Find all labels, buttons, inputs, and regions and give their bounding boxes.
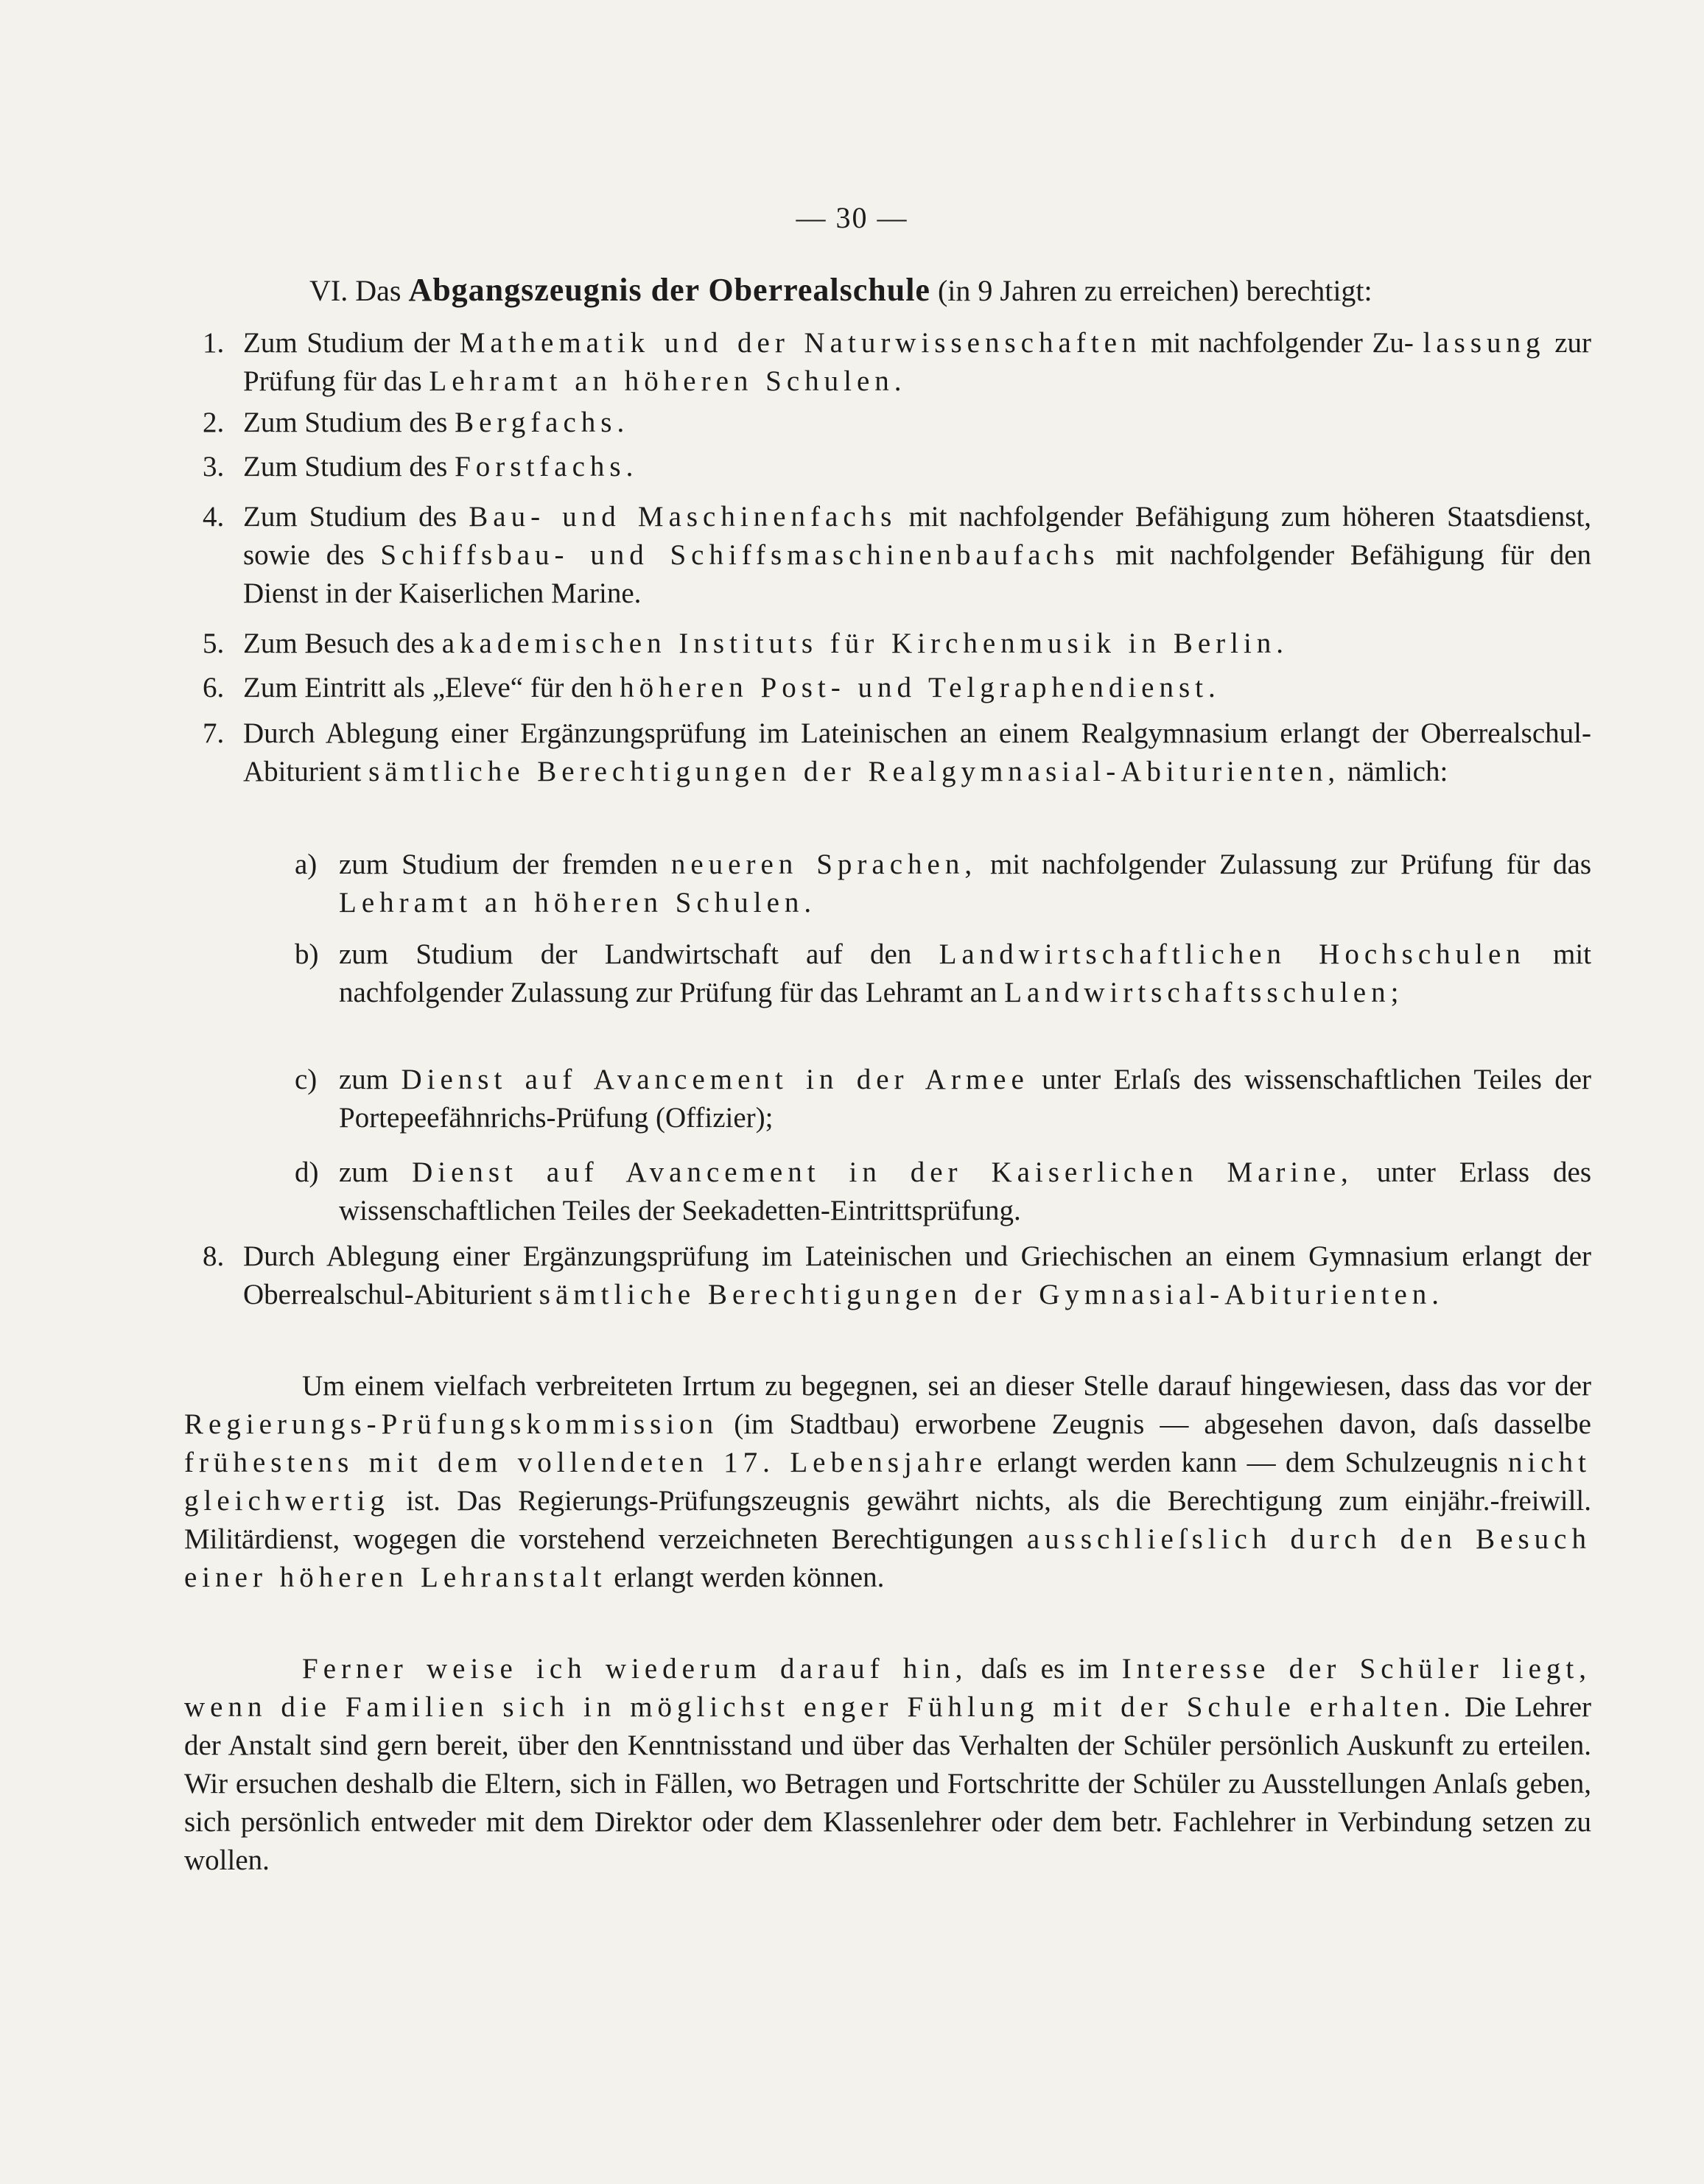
item-spaced-text: Landwirtschaftlichen Hochschulen — [939, 938, 1526, 970]
item-number: 4. — [203, 501, 225, 533]
list-item-3 — [184, 448, 1591, 486]
item-spaced-text: neueren Sprachen, — [670, 849, 978, 880]
list-item-2 — [184, 404, 1591, 442]
item-spaced-text: sämtliche Berechtigungen der Realgymnasial-Abiturienten, — [368, 756, 1341, 787]
item-text: mit nachfolgender Zulassung zur Prüfung für das Lehramt an — [339, 938, 1592, 1008]
item-number: 2. — [203, 407, 225, 438]
item-text: Zum Besuch des — [243, 628, 435, 659]
list-item-6 — [184, 669, 1591, 707]
item-text: mit nachfolgender Befähigung für den Dienst in der Kaiserlichen Marine. — [243, 539, 1591, 609]
item-spaced-text: Mathematik und der Naturwissenschaften — [459, 327, 1142, 359]
heading-pre: Das — [355, 274, 402, 307]
item-spaced-text: lassung — [1423, 327, 1546, 359]
item-text: unter Erlass des wissenschaftlichen Teiles der Seekadetten-Eintrittsprüfung. — [339, 1156, 1591, 1226]
item-spaced-text: Lehramt an höheren Schulen. — [339, 887, 817, 919]
sub-item-letter: a) — [295, 849, 318, 880]
item-text: Zum Eintritt als „Eleve“ für den — [243, 672, 613, 703]
sub-item-letter: b) — [295, 938, 319, 970]
heading-numeral: VI. — [309, 274, 348, 307]
sub-item-letter: d) — [295, 1156, 319, 1188]
item-text: mit nachfolgender Zu- — [1151, 327, 1414, 359]
item-spaced-text: höheren Post- und Telgraphendienst. — [620, 672, 1221, 703]
section-heading — [309, 271, 1591, 309]
para-spaced-text: nicht gleichwertig — [184, 1447, 1592, 1517]
item-text: nämlich: — [1347, 756, 1448, 787]
item-spaced-text: Schiffsbau- und Schiffsmaschinenbaufachs — [380, 539, 1100, 571]
para-spaced-text: frühestens mit dem vollendeten 17. Lebensjahre — [184, 1447, 987, 1478]
item-text: zur Prüfung für das — [243, 327, 1592, 397]
para-text: Um einem vielfach verbreiteten Irrtum zu begegnen, sei an dieser Stelle darauf hingewiesen, dass das vor der — [302, 1370, 1591, 1402]
item-number: 3. — [203, 451, 225, 482]
item-text: zum — [339, 1156, 389, 1188]
sub-item-a — [295, 846, 1591, 922]
item-number: 5. — [203, 628, 225, 659]
item-text: Durch Ablegung einer Ergänzungsprüfung im Lateinischen und Griechischen an einem Gymnasium erlangt der Oberrealschul-Abiturient — [243, 1240, 1591, 1310]
para-spaced-text: Ferner weise ich wiederum darauf hin, — [302, 1653, 968, 1685]
item-text: Durch Ablegung einer Ergänzungsprüfung im Lateinischen an einem Realgymnasium erlangt der Oberrealschul-Abiturient — [243, 717, 1591, 787]
item-text: Zum Studium des — [243, 501, 457, 533]
item-text: Zum Studium des — [243, 407, 448, 438]
para-spaced-text: ausschlieſslich durch den Besuch einer höheren Lehranstalt — [184, 1523, 1591, 1593]
para-text: ist. Das Regierungs-Prüfungszeugnis gewährt nichts, als die Berechtigung zum einjähr.-freiwill. Militärdienst, wogegen die vorstehend verzeichneten Berechtigungen — [184, 1485, 1592, 1555]
sub-item-b — [295, 935, 1591, 1012]
item-text: Zum Studium des — [243, 451, 448, 482]
list-item-8 — [184, 1237, 1591, 1314]
item-text: mit nachfolgender Befähigung zum höheren Staatsdienst, sowie des — [243, 501, 1592, 571]
item-text: unter Erlaſs des wissenschaftlichen Teiles der Portepeefähnrichs-Prüfung (Offizier); — [339, 1064, 1592, 1134]
item-spaced-text: Forstfachs. — [455, 451, 639, 482]
item-spaced-text: Dienst auf Avancement in der Kaiserlichen Marine, — [412, 1156, 1353, 1188]
list-item-7 — [184, 714, 1591, 791]
item-number: 6. — [203, 672, 225, 703]
heading-bold: Abgangszeugnis der Oberrealschule — [408, 272, 930, 308]
para-text: erlangt werden können. — [614, 1562, 885, 1593]
paragraph-2 — [184, 1650, 1591, 1880]
item-spaced-text: akademischen Instituts für Kirchenmusik in Berlin. — [441, 628, 1289, 659]
item-number: 7. — [203, 717, 225, 749]
item-text: zum — [339, 1064, 389, 1095]
para-text: daſs es im — [981, 1653, 1109, 1685]
item-text: zum Studium der Landwirtschaft auf den — [339, 938, 912, 970]
sub-item-letter: c) — [295, 1064, 318, 1095]
list-item-1 — [184, 324, 1591, 401]
para-spaced-text: Interesse der Schüler liegt, wenn die Familien sich in möglichst enger Fühlung mit der Schule erhalten. — [184, 1653, 1592, 1723]
item-spaced-text: Lehramt an höheren Schulen. — [429, 365, 907, 397]
item-text: mit nachfolgender Zulassung zur Prüfung für das — [990, 849, 1592, 880]
paragraph-1 — [184, 1367, 1591, 1597]
para-text: Die Lehrer der Anstalt sind gern bereit, über den Kenntnisstand und über das Verhalten der Schüler persönlich Auskunft zu erteilen. Wir ersuchen deshalb die Eltern, sich in Fällen, wo Betragen und Fortschritte der Schüler zu Ausstellungen Anlaſs geben, sich persönlich entweder mit dem Direktor oder dem Klassenlehrer oder dem betr. Fachlehrer in Verbindung setzen zu wollen. — [184, 1691, 1592, 1876]
para-text: erlangt werden kann — dem Schulzeugnis — [997, 1447, 1498, 1478]
item-number: 8. — [203, 1240, 225, 1272]
item-spaced-text: Landwirtschaftsschulen; — [1004, 977, 1404, 1008]
page-number: — 30 — — [796, 201, 908, 234]
item-spaced-text: Bergfachs. — [455, 407, 630, 438]
item-spaced-text: Dienst auf Avancement in der Armee — [401, 1064, 1029, 1095]
sub-item-d — [295, 1154, 1591, 1230]
item-spaced-text: Bau- und Maschinenfachs — [469, 501, 897, 533]
list-item-5 — [184, 625, 1591, 663]
para-text: (im Stadtbau) erworbene Zeugnis — abgesehen davon, daſs dasselbe — [734, 1408, 1591, 1440]
heading-post: (in 9 Jahren zu erreichen) berechtigt: — [937, 274, 1372, 307]
para-spaced-text: Regierungs-Prüfungskommission — [184, 1408, 719, 1440]
list-item-4 — [184, 498, 1591, 613]
item-spaced-text: sämtliche Berechtigungen der Gymnasial-Abiturienten. — [539, 1279, 1445, 1310]
item-text: zum Studium der fremden — [339, 849, 658, 880]
sub-item-c — [295, 1061, 1591, 1137]
item-text: Zum Studium der — [243, 327, 451, 359]
item-number: 1. — [203, 327, 225, 359]
